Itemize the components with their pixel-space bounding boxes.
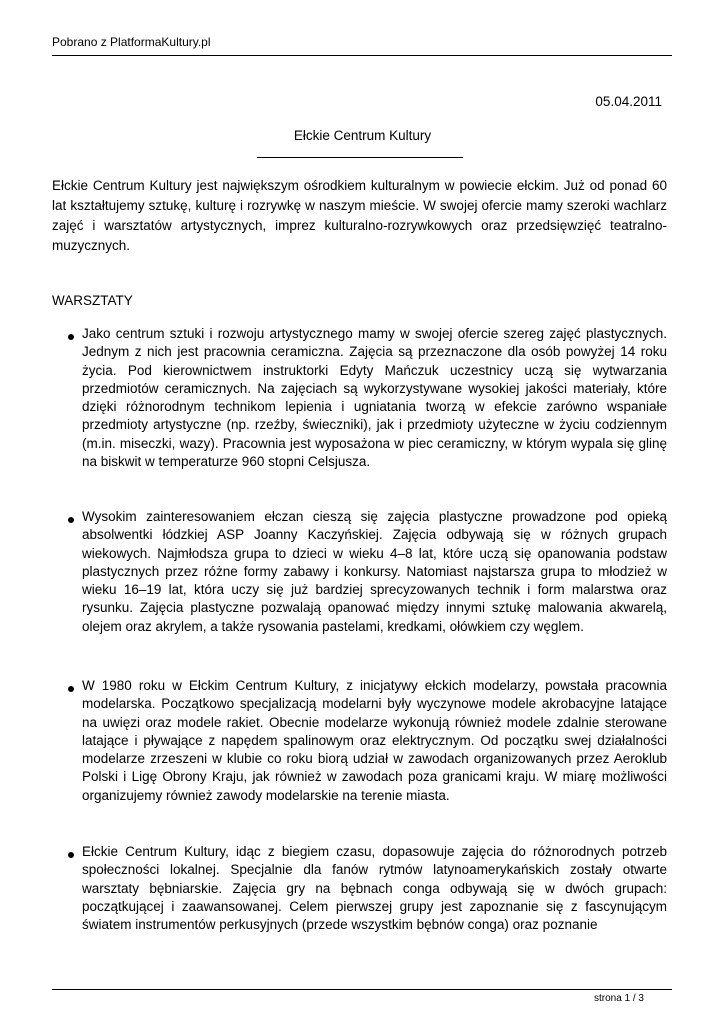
header-divider xyxy=(52,55,672,56)
document-title: Ełckie Centrum Kultury xyxy=(293,128,432,143)
list-item: Jako centrum sztuki i rozwoju artystycznego mamy w swojej ofercie szereg zajęć plastycznych. Jednym z nich jest pracownia ceramiczna. Zajęcia są przeznaczone dla osób powyżej 14 roku życia. Pod kierownictwem instruktorki Edyty Mańczuk uczestnicy uczą się wytwarzania przedmiotów ceramicznych. Na zajęciach są wykorzystywane wysokiej jakości materiały, które dzięki różnorodnym technikom lepienia i ugniatania tworzą w efekcie zarówno wspaniałe przedmioty artystyczne (np. rzeźby, świeczniki), jak i przedmioty użyteczne w życiu codziennym (m.in. miseczki, wazy). Pracownia jest wyposażona w piec ceramiczny, w którym wypala się glinę na biskwit w temperaturze 960 stopni Celsjusza. xyxy=(82,326,667,470)
document-header: Pobrano z PlatformaKultury.pl xyxy=(52,35,211,49)
bullet-icon xyxy=(68,334,74,340)
title-underline xyxy=(257,157,463,158)
bullet-icon xyxy=(68,686,74,692)
bullet-icon xyxy=(68,852,74,858)
page-number: strona 1 / 3 xyxy=(593,993,644,1004)
list-item: W 1980 roku w Ełckim Centrum Kultury, z inicjatywy ełckich modelarzy, powstała pracownia modelarska. Początkowo specjalizacją modelarni były wyczynowe modele akrobacyjne latające na uwięzi oraz modele rakiet. Obecnie modelarze wykonują również modele zdalnie sterowane latające i pływające z napędem spalinowym oraz elektrycznym. Od początku swej działalności modelarze zrzeszeni w klubie co roku biorą udział w zawodach organizowanych przez Aeroklub Polski i Ligę Obrony Kraju, jak również w zawodach poza granicami kraju. W miarę możliwości organizujemy również zawody modelarskie na terenie miasta. xyxy=(82,678,667,803)
intro-paragraph: Ełckie Centrum Kultury jest największym ośrodkiem kulturalnym w powiecie ełckim. Już od ponad 60 lat kształtujemy sztukę, kulturę i rozrywkę w naszym mieście. W swojej ofercie mamy szeroki wachlarz zajęć i warsztatów artystycznych, imprez kulturalno-rozrywkowych oraz przedsięwzięć teatralno-muzycznych. xyxy=(52,178,667,253)
bullet-icon xyxy=(68,517,74,523)
document-date: 05.04.2011 xyxy=(595,94,662,109)
list-item: Wysokim zainteresowaniem ełczan cieszą się zajęcia plastyczne prowadzone pod opieką absolwentki łódzkiej ASP Joanny Kaczyńskiej. Zajęcia odbywają się w różnych grupach wiekowych. Najmłodsza grupa to dzieci w wieku 4–8 lat, które uczą się opanowania podstaw plastycznych przez różne formy zabawy i konkursy. Natomiast najstarsza grupa to młodzież w wieku 16–19 lat, która uczy się już bardziej sprecyzowanych technik i form malarstwa oraz rysunku. Zajęcia plastyczne pozwalają opanować między innymi sztukę malowania akwarelą, olejem oraz akrylem, a także rysowania pastelami, kredkami, ołówkiem czy węglem. xyxy=(82,509,667,634)
footer-divider xyxy=(52,989,672,990)
list-item: Ełckie Centrum Kultury, idąc z biegiem czasu, dopasowuje zajęcia do różnorodnych potrzeb społeczności lokalnej. Specjalnie dla fanów rytmów latynoamerykańskich zostały otwarte warsztaty bębniarskie. Zajęcia gry na bębnach conga odbywają się w dwóch grupach: początkującej i zaawansowanej. Celem pierwszej grupy jest zapoznanie się z fascynującym światem instrumentów perkusyjnych (przede wszystkim bębnów conga) oraz poznanie xyxy=(82,844,667,933)
section-heading: WARSZTATY xyxy=(52,293,133,308)
